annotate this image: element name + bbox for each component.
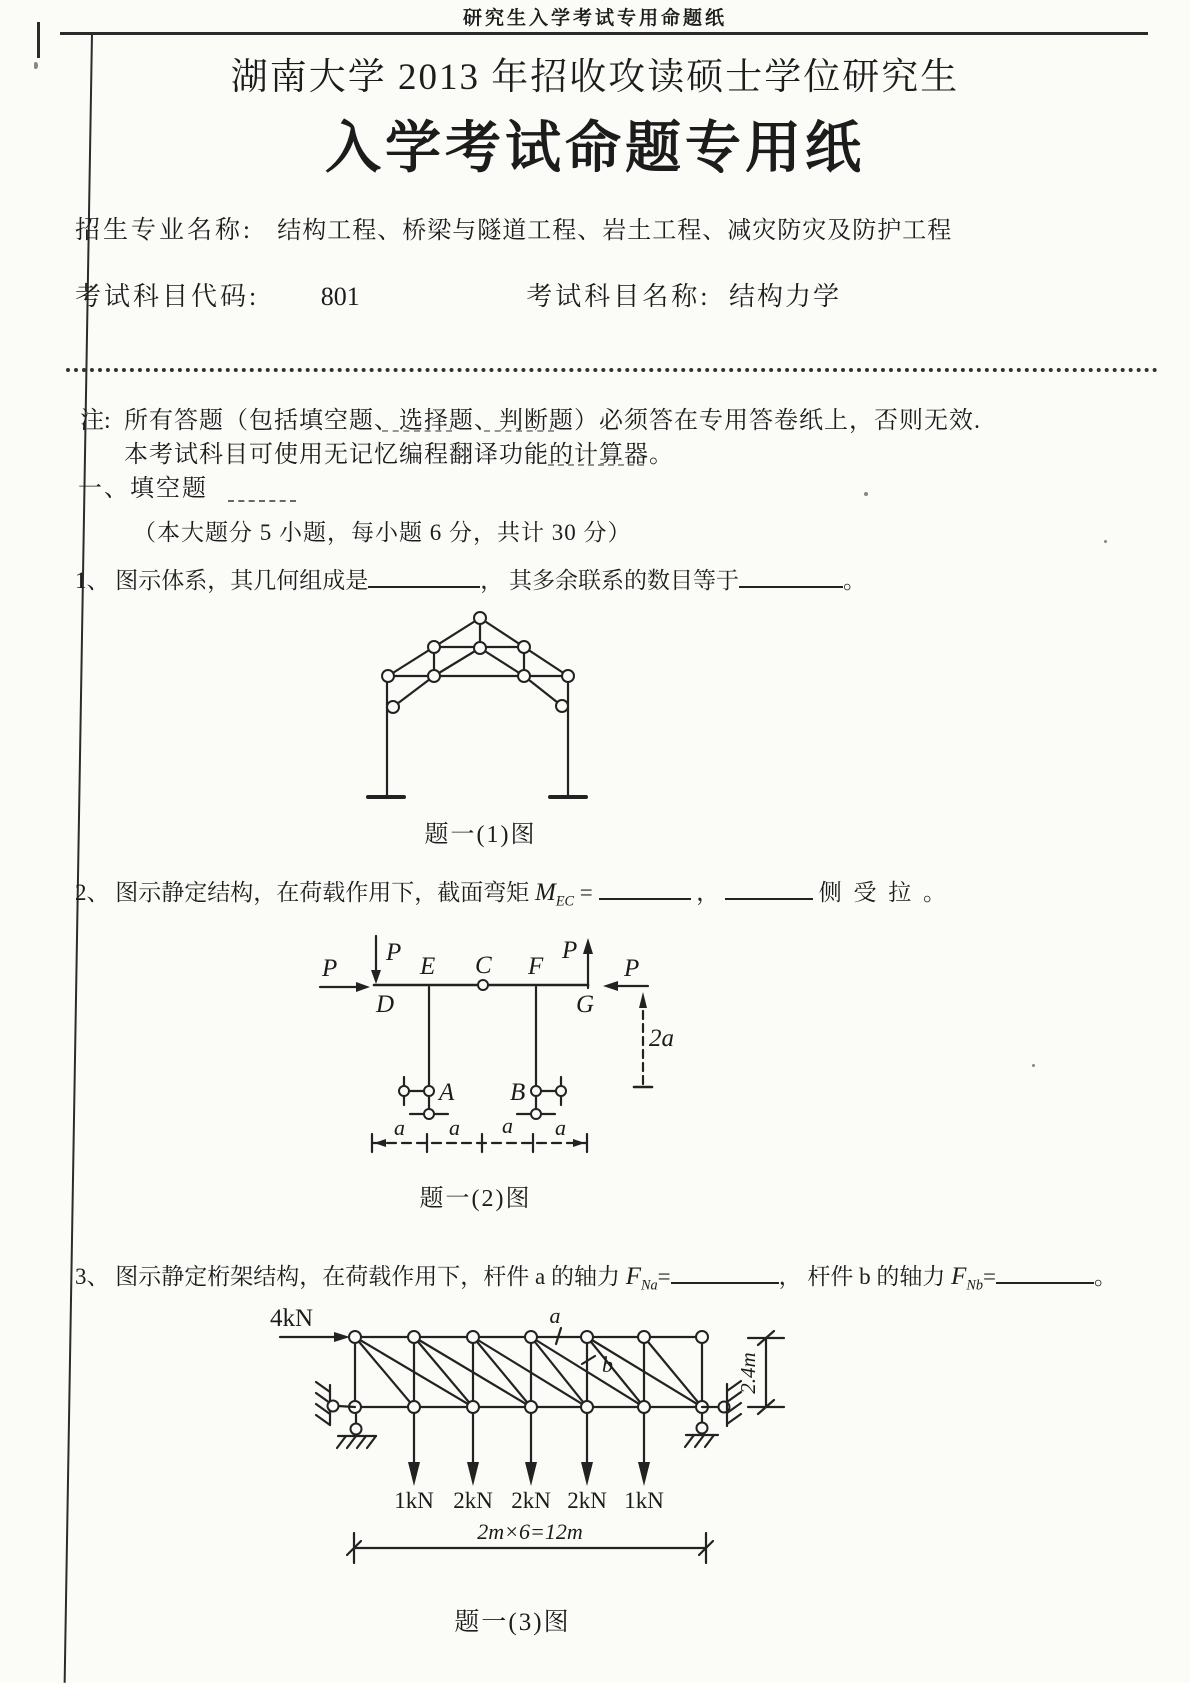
major-label: 招生专业名称: [75,217,253,244]
exam-title-line2: 入学考试命题专用纸 [325,118,865,180]
label-A: A [439,1079,455,1106]
force-symbol-a: F [625,1263,641,1291]
right-support [685,1381,741,1447]
subject-code-value: 801 [320,282,360,311]
truss-members [388,618,568,707]
scan-speck [864,492,868,496]
label-P: P [624,955,640,982]
subject-name-label: 考试科目名称: [526,282,711,311]
equals-sign: = [983,1264,997,1290]
label-a: a [549,1303,561,1328]
subject-row [75,276,841,313]
label-P: P [322,955,338,982]
truss-diagonals [355,1337,702,1407]
major-row [75,210,952,246]
answer-blank [599,874,691,900]
load-arrow-P-left [603,981,648,991]
label-a: a [502,1113,513,1138]
load-arrow-P-up [583,938,593,988]
label-span: 2m×6=12m [477,1519,583,1544]
bottom-load-arrows [408,1413,650,1486]
label-F: F [528,953,544,980]
load-arrow-4kN [280,1332,350,1342]
figure-1-caption: 题一(1)图 [424,822,537,848]
figure-3-caption: 题一(3)图 [454,1609,571,1636]
label-2-4m: 2.4m [736,1352,760,1394]
member-b-tick [582,1356,595,1364]
answer-blank [739,562,843,588]
answer-blank [671,1258,779,1284]
figure-2-caption: 题一(2)图 [419,1186,532,1212]
major-value: 结构工程、桥梁与隧道工程、岩土工程、减灾防灾及防护工程 [277,218,953,244]
frame-members [374,985,588,1090]
question-1-part1: 图示体系，其几何组成是 [115,568,369,594]
label-a: a [449,1115,460,1140]
scribble-artifact [228,500,296,502]
question-2-part2: 侧 受 拉 。 [818,880,950,906]
top-border-rule [60,32,1148,35]
question-1-number: 1、 [75,568,110,594]
label-2kN: 2kN [453,1488,493,1513]
scan-speck [1032,1064,1035,1067]
dotted-separator [66,352,1158,372]
figure-2-frame [300,928,690,1168]
label-P: P [562,937,578,964]
label-2kN: 2kN [511,1488,551,1513]
answer-blank [725,874,813,900]
section1-title: 一、填空题 [78,476,208,502]
label-D: D [376,991,395,1018]
equals-sign: = [579,880,593,906]
label-G: G [576,991,595,1018]
underline-artifact [382,430,452,432]
answer-blank [996,1258,1094,1284]
note-line1: 所有答题（包括填空题、选择题、判断题）必须答在专用答卷纸上，否则无效. [124,408,981,434]
label-1kN: 1kN [624,1488,664,1513]
load-arrow-P-right [320,982,370,992]
question-3-part3: 。 [1094,1264,1118,1290]
label-P: P [386,939,402,966]
figure-1-roof-truss [325,598,635,810]
subject-code-label: 考试科目代码: [75,282,260,311]
columns [387,676,568,795]
label-1kN: 1kN [394,1488,434,1513]
force-symbol-b: F [951,1263,967,1291]
figure-3-labels [270,1303,760,1544]
section1-subtitle: （本大题分 5 小题，每小题 6 分，共计 30 分） [133,520,632,545]
hinge-C [478,980,488,990]
moment-subscript: EC [555,893,575,910]
question-3-number: 3、 [75,1264,110,1290]
left-support [316,1382,376,1448]
note-label: 注: [80,408,111,434]
label-2kN: 2kN [567,1488,607,1513]
question-2-text [75,874,949,911]
question-3-part1: 图示静定桁架结构，在荷载作用下，杆件 a 的轴力 [115,1264,620,1290]
load-arrow-P-down [371,936,381,984]
note-line2: 本考试科目可使用无记忆编程翻译功能的计算器。 [124,442,674,468]
underline-artifact [484,430,554,432]
comma: ， [696,880,720,906]
force-subscript-Nb: Nb [966,1277,984,1294]
page-header-title: 研究生入学考试专用命题纸 [462,8,727,29]
question-2-number: 2、 [75,880,110,906]
equals-sign: = [657,1264,671,1290]
label-a: a [394,1115,405,1140]
answer-blank [368,562,480,588]
label-C: C [475,952,492,979]
figure-3-truss [258,1296,838,1586]
question-1-part2: ， 其多余联系的数目等于 [480,568,739,594]
label-E: E [420,953,436,980]
question-3-part2: ， 杆件 b 的轴力 [778,1264,946,1290]
question-2-part1: 图示静定结构，在荷载作用下，截面弯矩 [115,880,530,906]
figure-2-labels [321,937,674,1106]
label-b: b [602,1352,613,1377]
force-subscript-Na: Na [641,1277,658,1294]
label-2a: 2a [649,1025,674,1052]
question-1-text [75,562,866,595]
moment-symbol: M [535,879,556,907]
underline-artifact [548,464,644,466]
exam-title-line1: 湖南大学 2013 年招收攻读硕士学位研究生 [230,57,960,98]
label-B: B [510,1079,526,1106]
scan-speck [1104,540,1107,543]
label-4kN: 4kN [270,1305,314,1332]
label-a: a [555,1115,566,1140]
question-1-part3: 。 [843,568,866,594]
question-3-text [75,1258,1117,1295]
subject-name-value: 结构力学 [728,282,841,311]
